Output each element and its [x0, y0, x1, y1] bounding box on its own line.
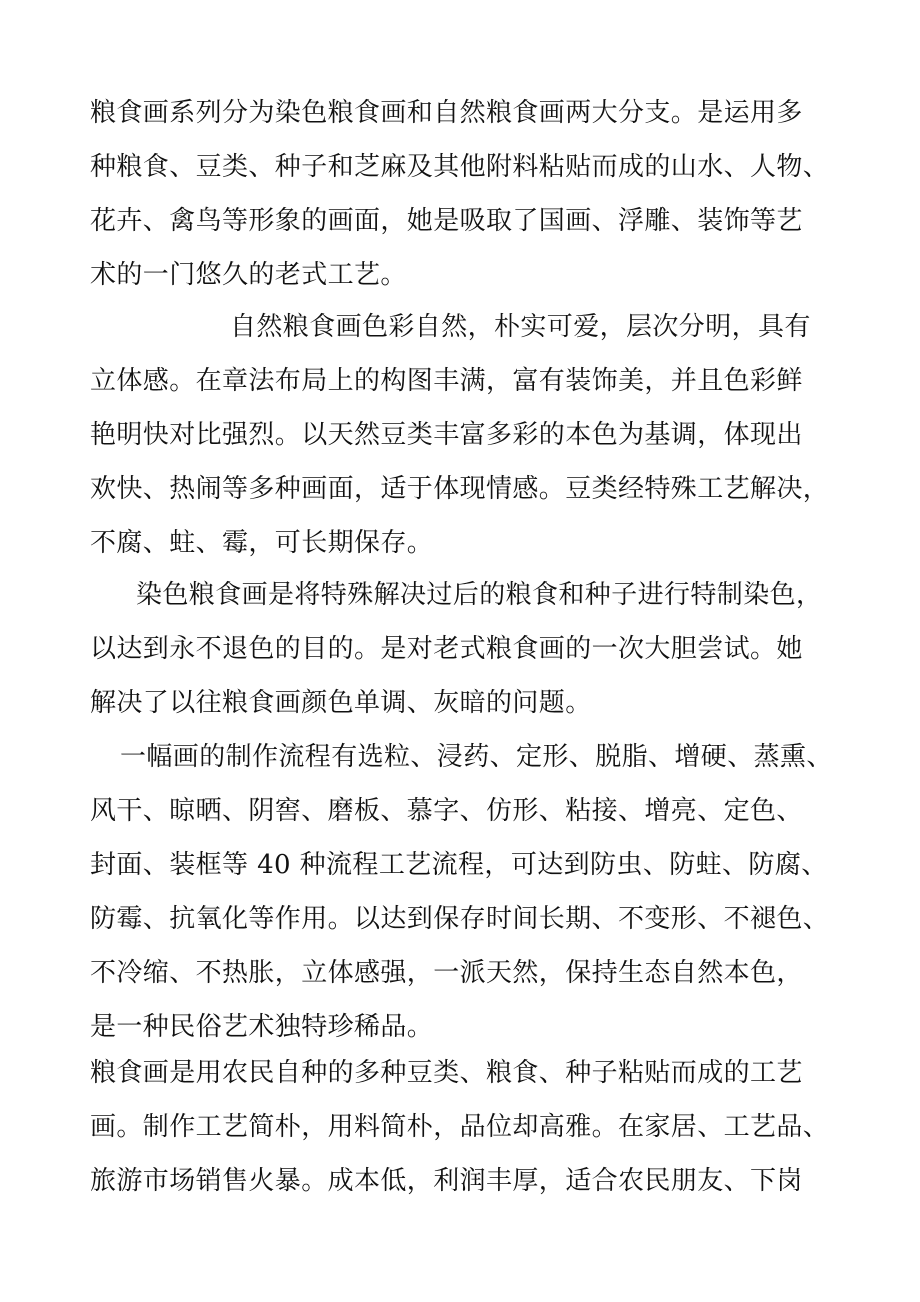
- text-line: 是一种民俗艺术独特珍稀品。: [90, 1012, 434, 1042]
- paragraph-production-process: [90, 730, 840, 1054]
- text-line: 不腐、蛀、霉，可长期保存。: [90, 528, 434, 558]
- text-line: 防霉、抗氧化等作用。以达到保存时间长期、不变形、不褪色、: [90, 904, 830, 934]
- text-line: 以达到永不退色的目的。是对老式粮食画的一次大胆尝试。她: [90, 634, 803, 664]
- text-line: 画。制作工艺简朴，用料简朴，品位却高雅。在家居、工艺品、: [90, 1112, 830, 1142]
- text-line: 艳明快对比强烈。以天然豆类丰富多彩的本色为基调，体现出: [90, 420, 803, 450]
- text-line: 欢快、热闹等多种画面，适于体现情感。豆类经特殊工艺解决，: [90, 474, 830, 504]
- text-line: 旅游市场销售火暴。成本低，利润丰厚，适合农民朋友、下岗: [90, 1166, 803, 1196]
- paragraph-intro: [90, 86, 840, 302]
- text-line: 风干、晾晒、阴窖、磨板、慕字、仿形、粘接、增亮、定色、: [90, 796, 803, 826]
- text-line: 染色粮食画是将特殊解决过后的粮食和种子进行特制染色，: [136, 580, 823, 610]
- text-line: 解决了以往粮食画颜色单调、灰暗的问题。: [90, 688, 592, 718]
- text-line: 术的一门悠久的老式工艺。: [90, 260, 407, 290]
- text-line: 自然粮食画色彩自然，朴实可爱，层次分明，具有: [230, 312, 811, 342]
- text-line: 花卉、禽鸟等形象的画面，她是吸取了国画、浮雕、装饰等艺: [90, 206, 803, 236]
- text-line: 不冷缩、不热胀，立体感强，一派天然，保持生态自然本色，: [90, 958, 803, 988]
- text-line: 种粮食、豆类、种子和芝麻及其他附料粘贴而成的山水、人物、: [90, 152, 830, 182]
- text-line: 粮食画系列分为染色粮食画和自然粮食画两大分支。是运用多: [90, 98, 803, 128]
- paragraph-dyed-grain-painting: [90, 568, 840, 730]
- paragraph-market: [90, 1046, 840, 1208]
- text-line: 立体感。在章法布局上的构图丰满，富有装饰美，并且色彩鲜: [90, 366, 803, 396]
- paragraph-natural-grain-painting: [90, 300, 840, 570]
- text-line: 粮食画是用农民自种的多种豆类、粮食、种子粘贴而成的工艺: [90, 1058, 803, 1088]
- text-line: 一幅画的制作流程有选粒、浸药、定形、脱脂、增硬、蒸熏、: [120, 742, 833, 772]
- text-line: 封面、装框等 40 种流程工艺流程，可达到防虫、防蛀、防腐、: [90, 850, 828, 880]
